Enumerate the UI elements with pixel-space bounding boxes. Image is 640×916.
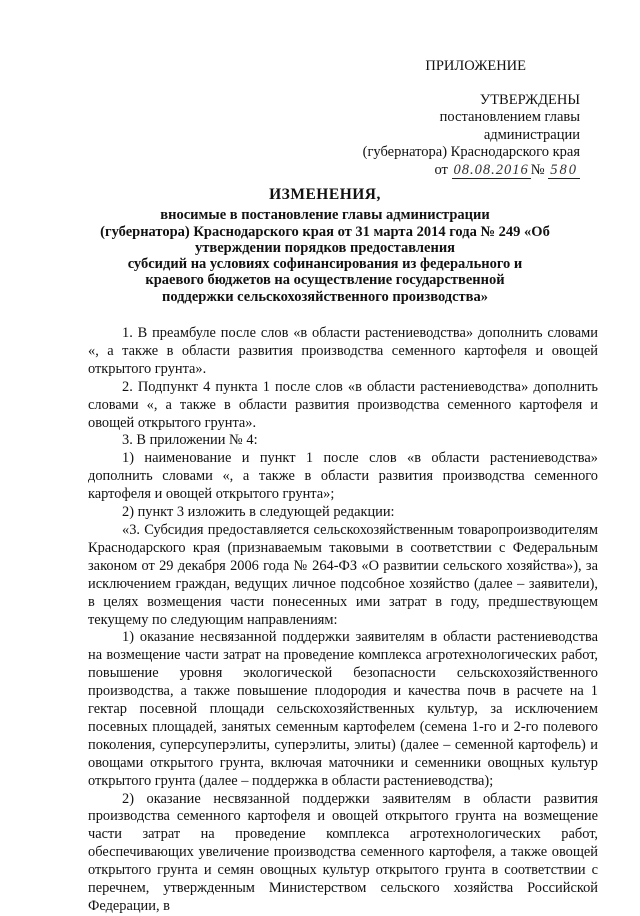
approval-block xyxy=(340,58,580,179)
title-line: субсидий на условиях софинансирования из федерального и xyxy=(127,256,523,273)
paragraph: 2. Подпункт 4 пункта 1 после слов «в области растениеводства» дополнить словами «, а также в области развития производства семенного картофеля и овощей открытого грунта». xyxy=(88,378,598,431)
approved-heading: УТВЕРЖДЕНЫ xyxy=(479,91,580,108)
paragraph: 2) оказание несвязанной поддержки заявителям в области развития производства семенного картофеля и овощей открытого грунта на возмещение части затрат на проведение комплекса агротехнологических работ, обеспечивающих увеличение производства семенного картофеля, а также овощей открытого грунта и семян овощных культур открытого грунта в соответствии с перечнем, утвержденным Министерством сельского хозяйства Российской Федерации, в xyxy=(88,790,598,914)
appendix-heading: ПРИЛОЖЕНИЕ xyxy=(425,58,526,74)
title-line: (губернатора) Краснодарского края от 31 марта 2014 года № 249 «Об xyxy=(100,223,550,240)
date-prefix: от xyxy=(434,161,448,178)
title-line: поддержки сельскохозяйственного производства» xyxy=(161,288,489,305)
document-title xyxy=(90,187,560,305)
approval-line-1: постановлением главы администрации xyxy=(439,109,580,143)
title-line: вносимые в постановление главы администрации xyxy=(160,207,490,224)
handwritten-date: 08.08.2016 xyxy=(453,161,529,178)
paragraph: 1. В преамбуле после слов «в области растениеводства» дополнить словами «, а также в области развития производства семенного картофеля и овощей открытого грунта». xyxy=(88,325,598,377)
title-line: утверждении порядков предоставления xyxy=(194,239,456,256)
paragraph: 2) пункт 3 изложить в следующей редакции: xyxy=(122,504,395,521)
title-main: ИЗМЕНЕНИЯ, xyxy=(269,186,381,203)
paragraph: «3. Субсидия предоставляется сельскохозяйственным товаропроизводителям Краснодарского края (признаваемым таковыми в соответствии с Федеральным законом от 29 декабря 2006 года № 264-ФЗ «О развитии сельского хозяйства»), за исключением граждан, ведущих личное подсобное хозяйство (далее – заявители), в целях возмещения части понесенных ими затрат в году, предшествующем текущему по следующим направлениям: xyxy=(88,521,598,628)
handwritten-number: 580 xyxy=(550,161,578,178)
approval-date-line xyxy=(340,162,580,180)
paragraph: 1) оказание несвязанной поддержки заявителям в области растениеводства на возмещение части затрат на проведение комплекса агротехнологических работ, повышение уровня экологической безопасности сельскохозяйственного производства, а также повышение плодородия и качества почв в расчете на 1 гектар посевной площади сельскохозяйственных культур, за исключением посевных площадей, занятых семенным картофелем (семена 1-го и 2-го полевого поколения, суперсуперэлиты, суперэлиты, элиты) (далее – семенной картофель) и овощами открытого грунта, включая маточники и семенники овощных культур открытого грунта (далее – поддержка в области растениеводства); xyxy=(88,629,598,789)
title-line: краевого бюджетов на осуществление государственной xyxy=(145,272,505,289)
number-prefix: № xyxy=(530,161,545,178)
paragraph: 1) наименование и пункт 1 после слов «в области растениеводства» дополнить словами «, а также в области развития производства семенного картофеля и овощей открытого грунта»; xyxy=(88,450,598,503)
approval-line-2: (губернатора) Краснодарского края xyxy=(362,144,580,160)
document-body xyxy=(88,325,598,916)
paragraph: 3. В приложении № 4: xyxy=(122,432,258,449)
